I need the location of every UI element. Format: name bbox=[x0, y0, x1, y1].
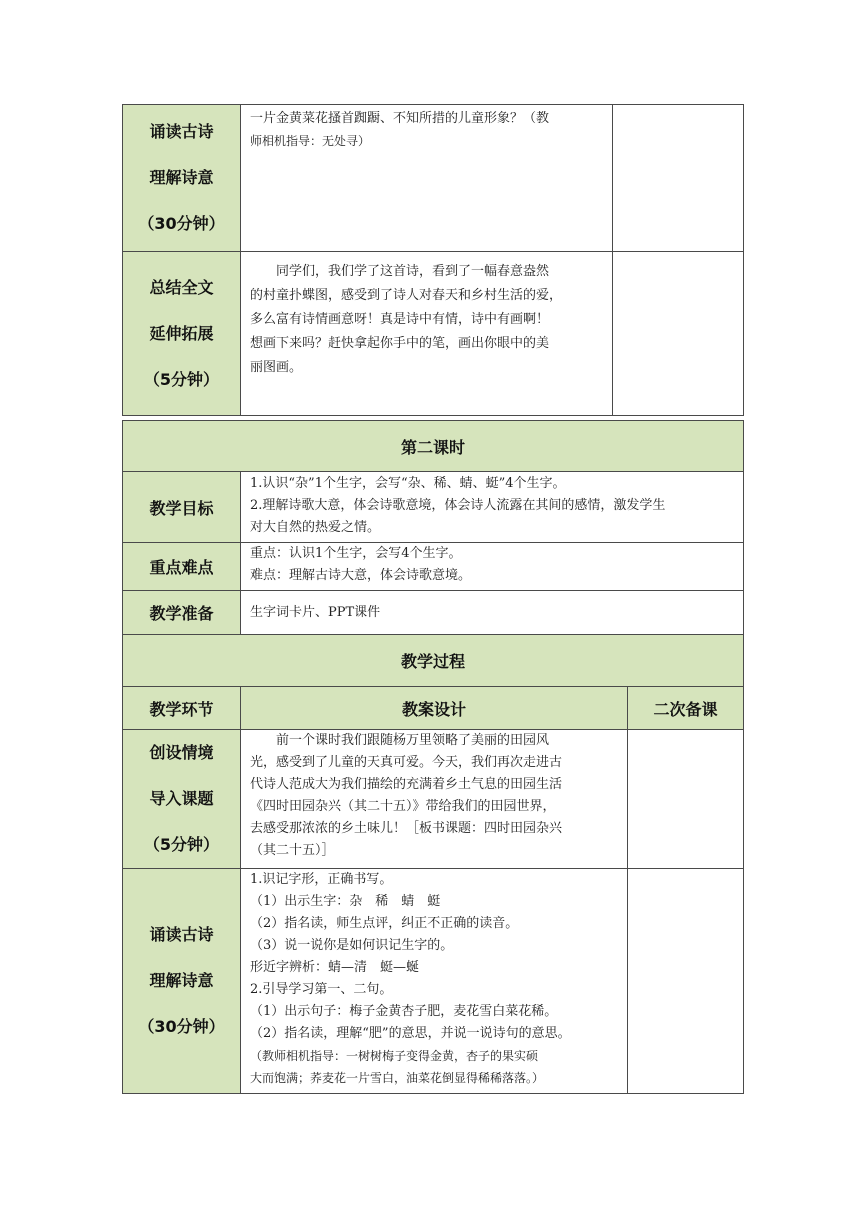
text-line: （教师相机指导：一树树梅子变得金黄，杏子的果实硕 bbox=[250, 1049, 539, 1063]
stage-label-line: 理解诗意 bbox=[149, 168, 214, 187]
row-label: 教学准备 bbox=[123, 591, 241, 635]
text-line: 代诗人范成大为我们描绘的充满着乡土气息的田园生活 bbox=[250, 777, 563, 792]
second-prep-cell bbox=[628, 730, 744, 869]
key-points-cell bbox=[241, 543, 744, 591]
text-line: 丽图画。 bbox=[250, 359, 303, 375]
lesson-table-part2 bbox=[122, 420, 744, 1094]
text-line: 对大自然的热爱之情。 bbox=[250, 520, 381, 535]
stage-time: （30分钟） bbox=[138, 214, 225, 233]
table-row bbox=[123, 635, 744, 687]
second-prep-cell bbox=[613, 105, 744, 252]
second-prep-cell bbox=[628, 869, 744, 1094]
lesson-design-cell bbox=[241, 105, 613, 252]
text-line: 重点：认识1个生字，会写4个生字。 bbox=[250, 546, 462, 561]
text-line: 想画下来吗？赶快拿起你手中的笔，画出你眼中的美 bbox=[250, 335, 550, 351]
lesson-design-cell bbox=[241, 252, 613, 416]
text-line: （2）指名读，师生点评，纠正不正确的读音。 bbox=[250, 916, 519, 931]
text-line: 难点：理解古诗大意，体会诗歌意境。 bbox=[250, 568, 472, 583]
table-row bbox=[123, 869, 744, 1094]
table-row bbox=[123, 472, 744, 543]
stage-label bbox=[123, 105, 241, 252]
text-line: 多么富有诗情画意呀！真是诗中有情，诗中有画啊！ bbox=[250, 311, 550, 327]
table-row bbox=[123, 591, 744, 635]
stage-time: （5分钟） bbox=[143, 369, 220, 389]
stage-label-line: 延伸拓展 bbox=[149, 323, 214, 343]
table-row bbox=[123, 687, 744, 730]
row-label: 重点难点 bbox=[123, 543, 241, 591]
text-line: 一片金黄菜花搔首踟蹰、不知所措的儿童形象？（教 bbox=[250, 111, 550, 126]
col-header-stage: 教学环节 bbox=[123, 687, 241, 730]
stage-time: （5分钟） bbox=[143, 835, 220, 854]
text-line: 同学们，我们学了这首诗，看到了一幅春意盎然 bbox=[276, 263, 550, 279]
text-line: 《四时田园杂兴（其二十五）》带给我们的田园世界， bbox=[250, 799, 556, 814]
text-line: 前一个课时我们跟随杨万里领略了美丽的田园风 bbox=[276, 733, 550, 748]
table-row bbox=[123, 252, 744, 416]
stage-label bbox=[123, 730, 241, 869]
goals-cell bbox=[241, 472, 744, 543]
stage-label-line: 创设情境 bbox=[149, 743, 214, 762]
text-line: 大而饱满；荞麦花一片雪白，油菜花倒显得稀稀落落。） bbox=[250, 1071, 545, 1085]
table-row bbox=[123, 730, 744, 869]
text-line: 的村童扑蝶图，感受到了诗人对春天和乡村生活的爱， bbox=[250, 287, 563, 303]
text-line: 1.认识“杂”1个生字，会写“杂、稀、蜻、蜓”4个生字。 bbox=[250, 476, 566, 491]
col-header-second-prep: 二次备课 bbox=[628, 687, 744, 730]
text-line: 2.引导学习第一、二句。 bbox=[250, 982, 393, 997]
text-line: （1）出示生字：杂 稀 蜻 蜓 bbox=[250, 894, 441, 909]
text-line: 2.理解诗歌大意，体会诗歌意境，体会诗人流露在其间的感情，激发学生 bbox=[250, 498, 666, 513]
stage-time: （30分钟） bbox=[138, 1017, 225, 1036]
table-row bbox=[123, 543, 744, 591]
text-line: 去感受那浓浓的乡土味儿！［板书课题：四时田园杂兴 bbox=[250, 821, 563, 836]
table-row bbox=[123, 421, 744, 472]
stage-label-line: 理解诗意 bbox=[149, 971, 214, 990]
stage-label-line: 导入课题 bbox=[149, 789, 214, 808]
stage-label-line: 总结全文 bbox=[149, 277, 214, 297]
text-line: 光，感受到了儿童的天真可爱。今天，我们再次走进古 bbox=[250, 755, 563, 770]
table-row bbox=[123, 105, 744, 252]
row-label: 教学目标 bbox=[123, 472, 241, 543]
text-line: 师相机指导：无处寻） bbox=[250, 134, 371, 148]
text-line: （2）指名读，理解“肥”的意思，并说一说诗句的意思。 bbox=[250, 1026, 571, 1041]
stage-label bbox=[123, 869, 241, 1094]
lesson-design-cell bbox=[241, 869, 628, 1094]
stage-label-line: 诵读古诗 bbox=[149, 122, 214, 141]
second-prep-cell bbox=[613, 252, 744, 416]
lesson-design-cell bbox=[241, 730, 628, 869]
text-line: （3）说一说你是如何识记生字的。 bbox=[250, 938, 454, 953]
stage-label-line: 诵读古诗 bbox=[149, 925, 214, 944]
col-header-design: 教案设计 bbox=[241, 687, 628, 730]
lesson-table-part1 bbox=[122, 104, 744, 416]
text-line: （1）出示句子：梅子金黄杏子肥，麦花雪白菜花稀。 bbox=[250, 1004, 558, 1019]
text-line: （其二十五）］ bbox=[250, 843, 335, 858]
process-title: 教学过程 bbox=[123, 635, 744, 687]
prep-cell: 生字词卡片、PPT课件 bbox=[241, 591, 744, 635]
stage-label bbox=[123, 252, 241, 416]
text-line: 形近字辨析：蜻—清 蜓—蜒 bbox=[250, 960, 420, 975]
text-line: 1.识记字形，正确书写。 bbox=[250, 872, 393, 887]
section-title: 第二课时 bbox=[123, 421, 744, 472]
